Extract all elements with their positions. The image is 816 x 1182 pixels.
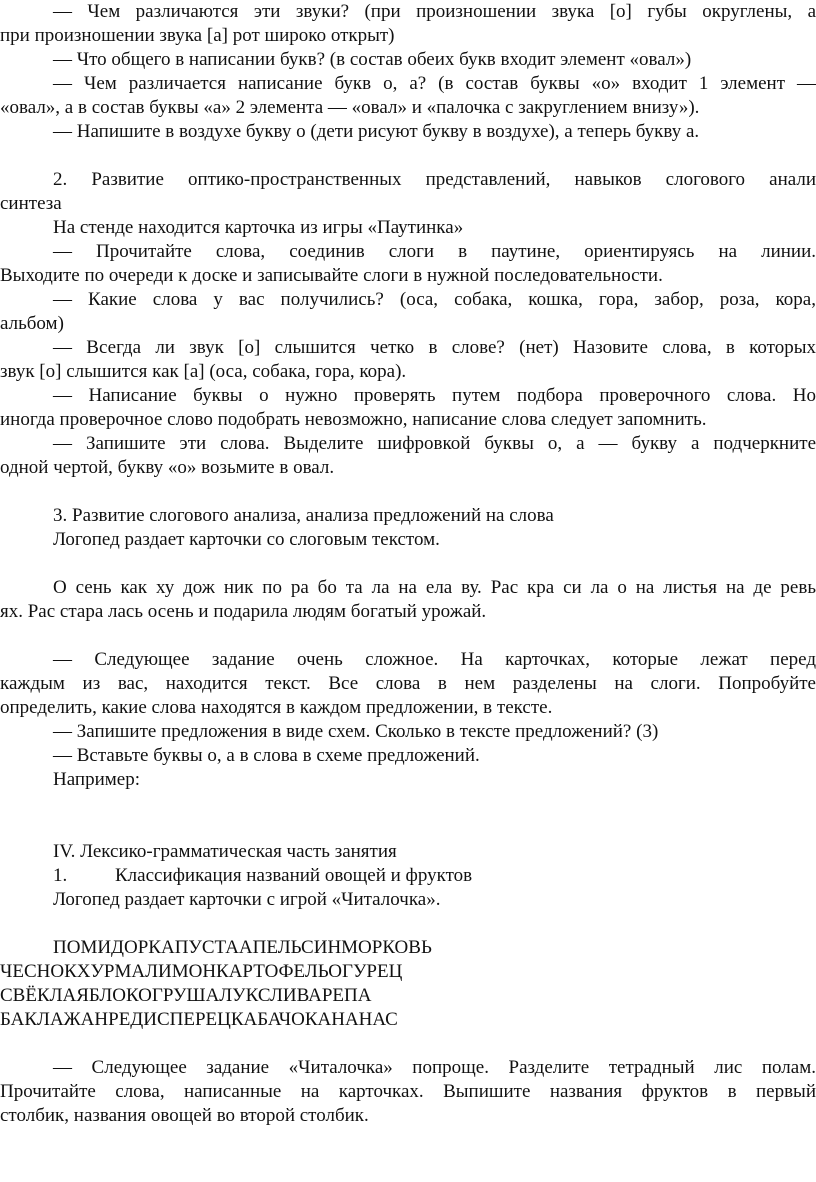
paragraph-line: — Чем различаются эти звуки? (при произношении звука [о] губы округлены, а	[53, 1, 816, 22]
paragraph-line: Логопед раздает карточки с игрой «Читалочка».	[53, 889, 441, 910]
section-heading: синтеза	[0, 193, 62, 214]
paragraph-line: столбик, названия овощей во второй столбик.	[0, 1105, 369, 1126]
paragraph-line: — Запишите предложения в виде схем. Сколько в тексте предложений? (3)	[53, 721, 659, 742]
syllable-text-line: ях. Рас стара лась осень и подарила людям богатый урожай.	[0, 601, 487, 622]
paragraph-line: Логопед раздает карточки со слоговым текстом.	[53, 529, 440, 550]
paragraph-line: — Что общего в написании букв? (в состав обеих букв входит элемент «овал»)	[53, 49, 692, 70]
letter-grid-row: БАКЛАЖАНРЕДИСПЕРЕЦКАБАЧОКАНАНАС	[0, 1009, 398, 1030]
paragraph-line: Выходите по очереди к доске и записывайте слоги в нужной последовательности.	[0, 265, 663, 286]
paragraph-line: звук [о] слышится как [а] (оса, собака, гора, кора).	[0, 361, 407, 382]
letter-grid-row: СВЁКЛАЯБЛОКОГРУШАЛУКСЛИВАРЕПА	[0, 985, 372, 1006]
item-text: Классификация названий овощей и фруктов	[115, 865, 473, 886]
section-heading: 2. Развитие оптико-пространственных представлений, навыков слогового анали	[53, 169, 816, 190]
paragraph-line: «овал», а в состав буквы «а» 2 элемента — «овал» и «палочка с закруглением внизу»).	[0, 97, 700, 118]
paragraph-line: каждым из вас, находится текст. Все слова в нем разделены на слоги. Попробуйте	[0, 673, 816, 694]
paragraph-line: иногда проверочное слово подобрать невозможно, написание слова следует запомнить.	[0, 409, 707, 430]
paragraph-line: — Следующее задание «Читалочка» попроще. Разделите тетрадный лис полам.	[53, 1057, 816, 1078]
paragraph-line: Прочитайте слова, написанные на карточках. Выпишите названия фруктов в первый	[0, 1081, 816, 1102]
letter-grid-row: ПОМИДОРКАПУСТААПЕЛЬСИНМОРКОВЬ	[53, 937, 432, 958]
paragraph-line: На стенде находится карточка из игры «Паутинка»	[53, 217, 464, 238]
section-heading: 3. Развитие слогового анализа, анализа предложений на слова	[53, 505, 554, 526]
numbered-item	[0, 864, 816, 888]
paragraph-line: — Всегда ли звук [о] слышится четко в слове? (нет) Назовите слова, в которых	[53, 337, 816, 358]
paragraph-line: при произношении звука [а] рот широко открыт)	[0, 25, 395, 46]
paragraph-line: — Следующее задание очень сложное. На карточках, которые лежат перед	[53, 649, 816, 670]
paragraph-line: — Напишите в воздухе букву о (дети рисуют букву в воздухе), а теперь букву а.	[53, 121, 700, 142]
paragraph-line: — Запишите эти слова. Выделите шифровкой буквы о, а — букву а подчеркните	[53, 433, 816, 454]
letter-grid-row: ЧЕСНОКХУРМАЛИМОНКАРТОФЕЛЬОГУРЕЦ	[0, 961, 403, 982]
item-number: 1.	[53, 865, 68, 886]
paragraph-line: — Написание буквы о нужно проверять путем подбора проверочного слова. Но	[53, 385, 816, 406]
paragraph-line: Например:	[53, 769, 140, 790]
syllable-text-line: О сень как ху дож ник по ра бо та ла на ела ву. Рас кра си ла о на листья на де ревь	[53, 577, 816, 598]
paragraph-line: — Чем различается написание букв о, а? (в состав буквы «о» входит 1 элемент —	[53, 73, 816, 94]
paragraph-line: альбом)	[0, 313, 64, 334]
paragraph-line: — Вставьте буквы о, а в слова в схеме предложений.	[53, 745, 480, 766]
paragraph-line: — Прочитайте слова, соединив слоги в паутине, ориентируясь на линии.	[53, 241, 816, 262]
paragraph-line: одной чертой, букву «о» возьмите в овал.	[0, 457, 335, 478]
section-heading: IV. Лексико-грамматическая часть занятия	[53, 841, 397, 862]
paragraph-line: определить, какие слова находятся в каждом предложении, в тексте.	[0, 697, 553, 718]
paragraph-line: — Какие слова у вас получились? (оса, собака, кошка, гора, забор, роза, кора,	[53, 289, 816, 310]
